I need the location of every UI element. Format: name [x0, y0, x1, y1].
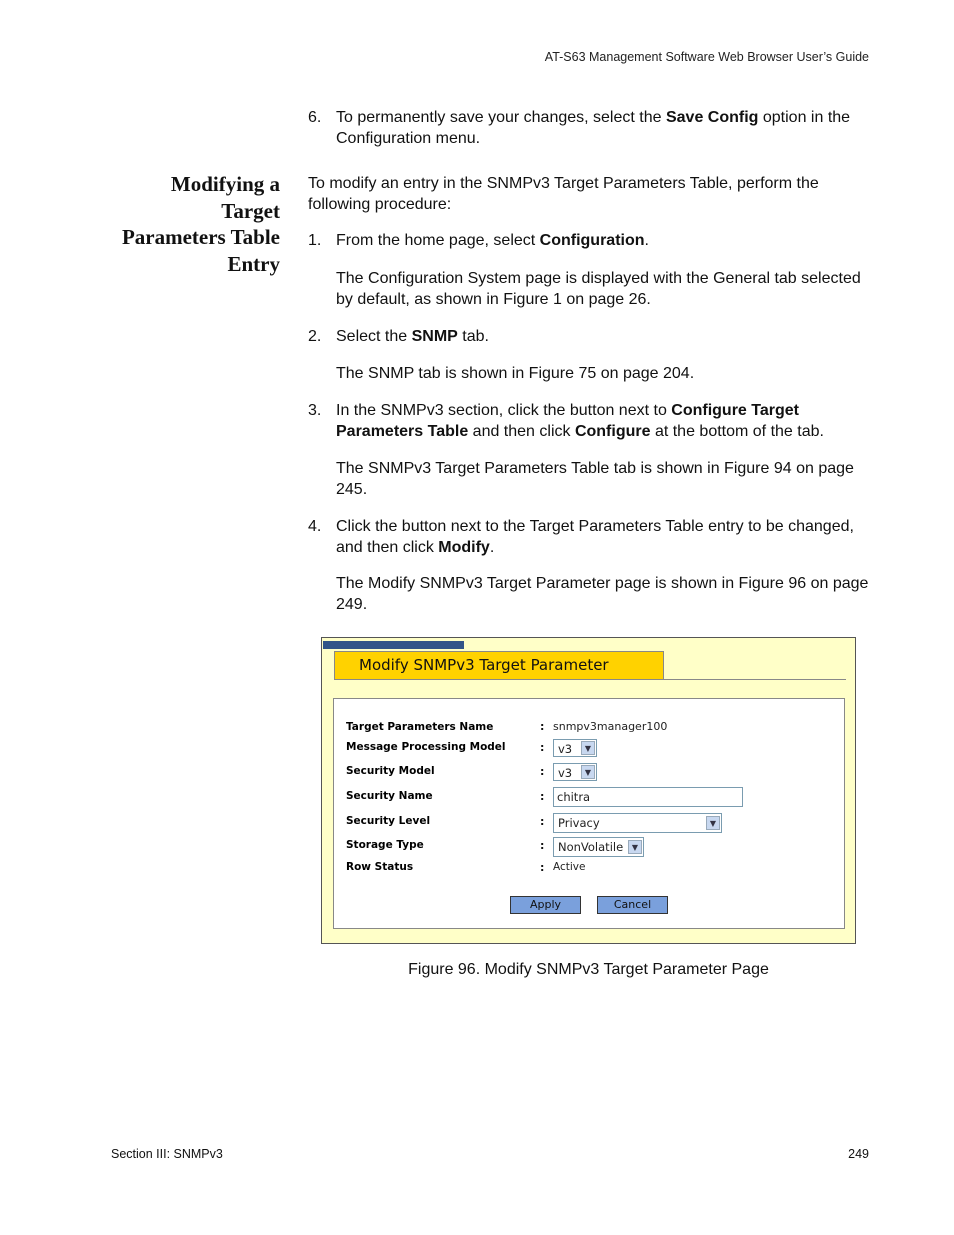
step-4-text: Click the button next to the Target Parameters Table entry to be changed, and then click Modify. — [336, 518, 854, 556]
cancel-button[interactable]: Cancel — [597, 896, 668, 914]
step-3-note: The SNMPv3 Target Parameters Table tab is shown in Figure 94 on page 245. — [336, 460, 854, 498]
tab-underline — [334, 679, 846, 680]
colon: : — [540, 815, 545, 828]
apply-button[interactable]: Apply — [510, 896, 581, 914]
window-top-bar — [323, 641, 464, 649]
security-level-select[interactable]: Privacy ▼ — [553, 813, 722, 833]
step-number: 3. — [308, 402, 322, 419]
colon: : — [540, 861, 545, 874]
step-4-note: The Modify SNMPv3 Target Parameter page is shown in Figure 96 on page 249. — [336, 575, 869, 613]
chevron-down-icon: ▼ — [706, 816, 720, 830]
step-2-note: The SNMP tab is shown in Figure 75 on page 204. — [336, 365, 695, 382]
chevron-down-icon: ▼ — [581, 741, 595, 755]
chevron-down-icon: ▼ — [628, 840, 642, 854]
security-level-label: Security Level — [346, 815, 431, 827]
colon: : — [540, 741, 545, 754]
chevron-down-icon: ▼ — [581, 765, 595, 779]
step-number: 2. — [308, 328, 322, 345]
step-number: 1. — [308, 232, 322, 249]
footer-section: Section III: SNMPv3 — [111, 1147, 223, 1161]
target-name-label: Target Parameters Name — [346, 721, 494, 733]
mp-model-select[interactable]: v3 ▼ — [553, 739, 597, 757]
section-heading: Modifying a Target Parameters Table Entry — [121, 172, 280, 276]
security-name-label: Security Name — [346, 790, 433, 802]
security-model-select[interactable]: v3 ▼ — [553, 763, 597, 781]
mp-model-label: Message Processing Model — [346, 741, 506, 753]
security-name-input[interactable]: chitra — [553, 787, 743, 807]
security-model-label: Security Model — [346, 765, 435, 777]
step-6-text: To permanently save your changes, select the Save Config option in the Configuration menu. — [336, 109, 851, 147]
storage-type-label: Storage Type — [346, 839, 424, 851]
step-number: 6. — [308, 109, 322, 126]
storage-type-select[interactable]: NonVolatile ▼ — [553, 837, 644, 857]
row-status-value: Active — [553, 861, 586, 873]
target-name-value: snmpv3manager100 — [553, 720, 668, 733]
step-number: 4. — [308, 518, 322, 535]
colon: : — [540, 720, 545, 733]
colon: : — [540, 839, 545, 852]
step-1-note: The Configuration System page is displayed with the General tab selected by default, as shown in Figure 1 on page 26. — [336, 270, 861, 308]
tab-modify-target-parameter[interactable]: Modify SNMPv3 Target Parameter — [334, 651, 664, 680]
form-panel — [333, 698, 845, 929]
page-number: 249 — [848, 1147, 869, 1161]
intro-paragraph: To modify an entry in the SNMPv3 Target Parameters Table, perform the following procedure: — [308, 175, 819, 213]
row-status-label: Row Status — [346, 861, 414, 873]
figure-screenshot — [321, 637, 856, 944]
step-2-text: Select the SNMP tab. — [336, 328, 489, 345]
colon: : — [540, 790, 545, 803]
figure-caption: Figure 96. Modify SNMPv3 Target Parameter Page — [408, 961, 769, 978]
step-3-text: In the SNMPv3 section, click the button next to Configure Target Parameters Table and then click Configure at the bottom of the tab. — [336, 402, 824, 440]
running-header: AT-S63 Management Software Web Browser User’s Guide — [544, 50, 869, 64]
step-1-text: From the home page, select Configuration. — [336, 232, 649, 249]
colon: : — [540, 765, 545, 778]
